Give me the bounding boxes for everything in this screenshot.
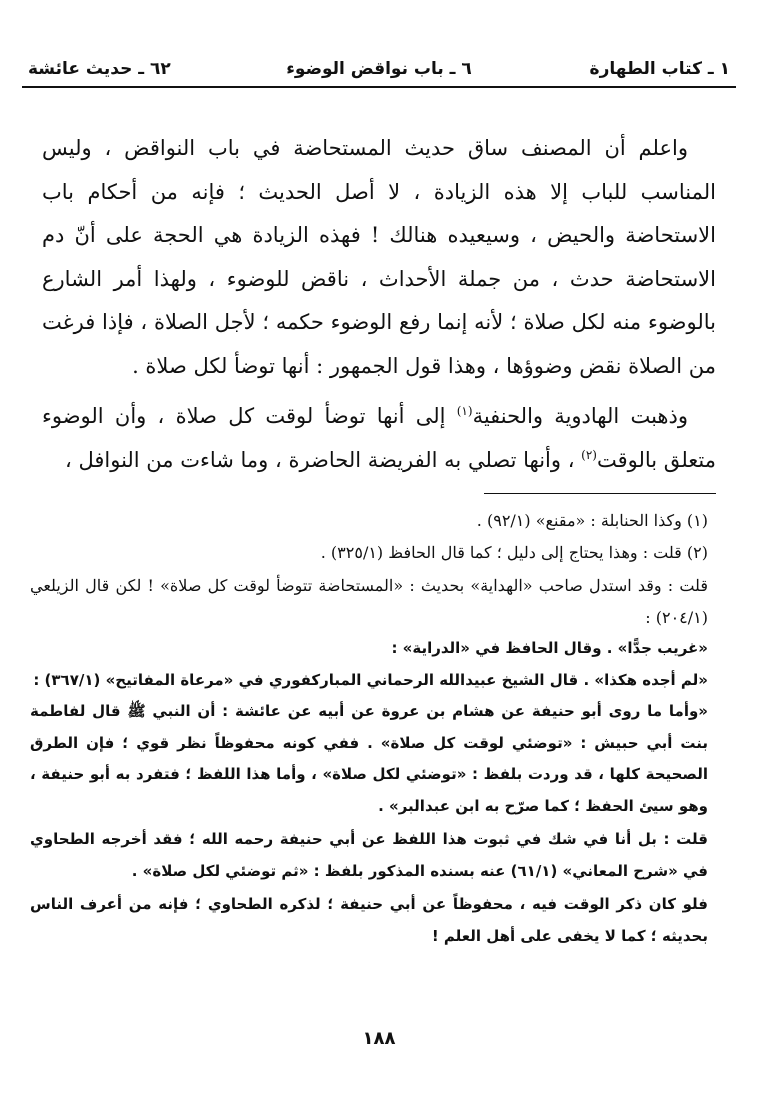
- footnote-divider: [484, 493, 716, 494]
- footnote-marker[interactable]: (١): [456, 404, 473, 418]
- body-text: إلى أنها توضأ لوقت كل صلاة ، وأن الوضوء متعلق بالوقت: [42, 404, 716, 472]
- footnote-note: قلت : بل أنا في شك في ثبوت هذا اللفظ عن أبي حنيفة رحمه الله ؛ فقد أخرجه الطحاوي في «شرح المعاني» (٦١/١) عنه بسنده المذكور بلفظ : «ثم توضئي لكل صلاة» .: [30, 830, 708, 880]
- footnote-note: قلت : وقد استدل صاحب «الهداية» بحديث : «المستحاضة تتوضأ لوقت كل صلاة» ! لكن قال الزيلعي (٢٠٤/١) :: [30, 576, 708, 627]
- footnote: (٢) قلت : وهذا يحتاج إلى دليل ؛ كما قال الحافظ (٣٢٥/١) .: [320, 542, 708, 562]
- main-text: [42, 127, 716, 482]
- header-chapter-title: ٦ ـ باب نواقض الوضوء: [286, 59, 472, 79]
- running-header: [22, 52, 736, 88]
- footnote-note: فلو كان ذكر الوقت فيه ، محفوظاً عن أبي حنيفة ؛ لذكره الطحاوي ؛ فإنه من أعرف الناس بحديثه ؛ كما لا يخفى على أهل العلم !: [30, 895, 708, 945]
- header-hadith-title: ٦٢ ـ حديث عائشة: [28, 59, 171, 79]
- body-text: ، وأنها تصلي به الفريضة الحاضرة ، وما شاءت من النوافل ،: [64, 447, 582, 472]
- body-paragraph: [42, 395, 716, 482]
- body-text: وذهبت الهادوية والحنفية: [472, 404, 688, 428]
- footnote-quote: «لم أجده هكذا» . قال الشيخ عبيدالله الرحماني المباركفوري في «مرعاة المفاتيح» (٣٦٧/١) :: [33, 670, 708, 689]
- page-number: ١٨٨: [362, 1028, 396, 1049]
- footnote-quote: «غريب جدًّا» . وقال الحافظ في «الدراية» :: [391, 639, 708, 657]
- footnotes: [30, 505, 724, 952]
- footnote: (١) وكذا الحنابلة : «مقنع» (٩٢/١) .: [476, 511, 708, 530]
- header-book-title: ١ ـ كتاب الطهارة: [589, 59, 730, 79]
- footnote-marker[interactable]: (٢): [581, 447, 597, 462]
- body-paragraph: واعلم أن المصنف ساق حديث المستحاضة في باب النواقض ، وليس المناسب للباب إلا هذه الزيادة ، لا أصل الحديث ؛ فإنه من أحكام باب الاستحاضة والحيض ، وسيعيده هنالك ! فهذه الزيادة هي الحجة على أنّ دم الاستحاضة حدث ، من جملة الأحداث ، ناقض للوضوء ، ولهذا أمر الشارع بالوضوء منه لكل صلاة ؛ لأنه إنما رفع الوضوء حكمه ؛ لأجل الصلاة ، فإذا فرغت من الصلاة نقض وضوؤها ، وهذا قول الجمهور : أنها توضأ لكل صلاة .: [42, 136, 716, 378]
- footnote-quote: «وأما ما روى أبو حنيفة عن هشام بن عروة عن أبيه عن عائشة : أن النبي ﷺ قال لفاطمة بنت أبي حبيش : «توضئي لوقت كل صلاة» . ففي كونه محفوظاً نظر قوي ؛ فإن الطرق الصحيحة كلها ، قد وردت بلفظ : «توضئي لكل صلاة» ، وأما هذا اللفظ ؛ فتفرد به أبو حنيفة ، وهو سيئ الحفظ ؛ كما صرّح به ابن عبدالبر» .: [30, 702, 708, 815]
